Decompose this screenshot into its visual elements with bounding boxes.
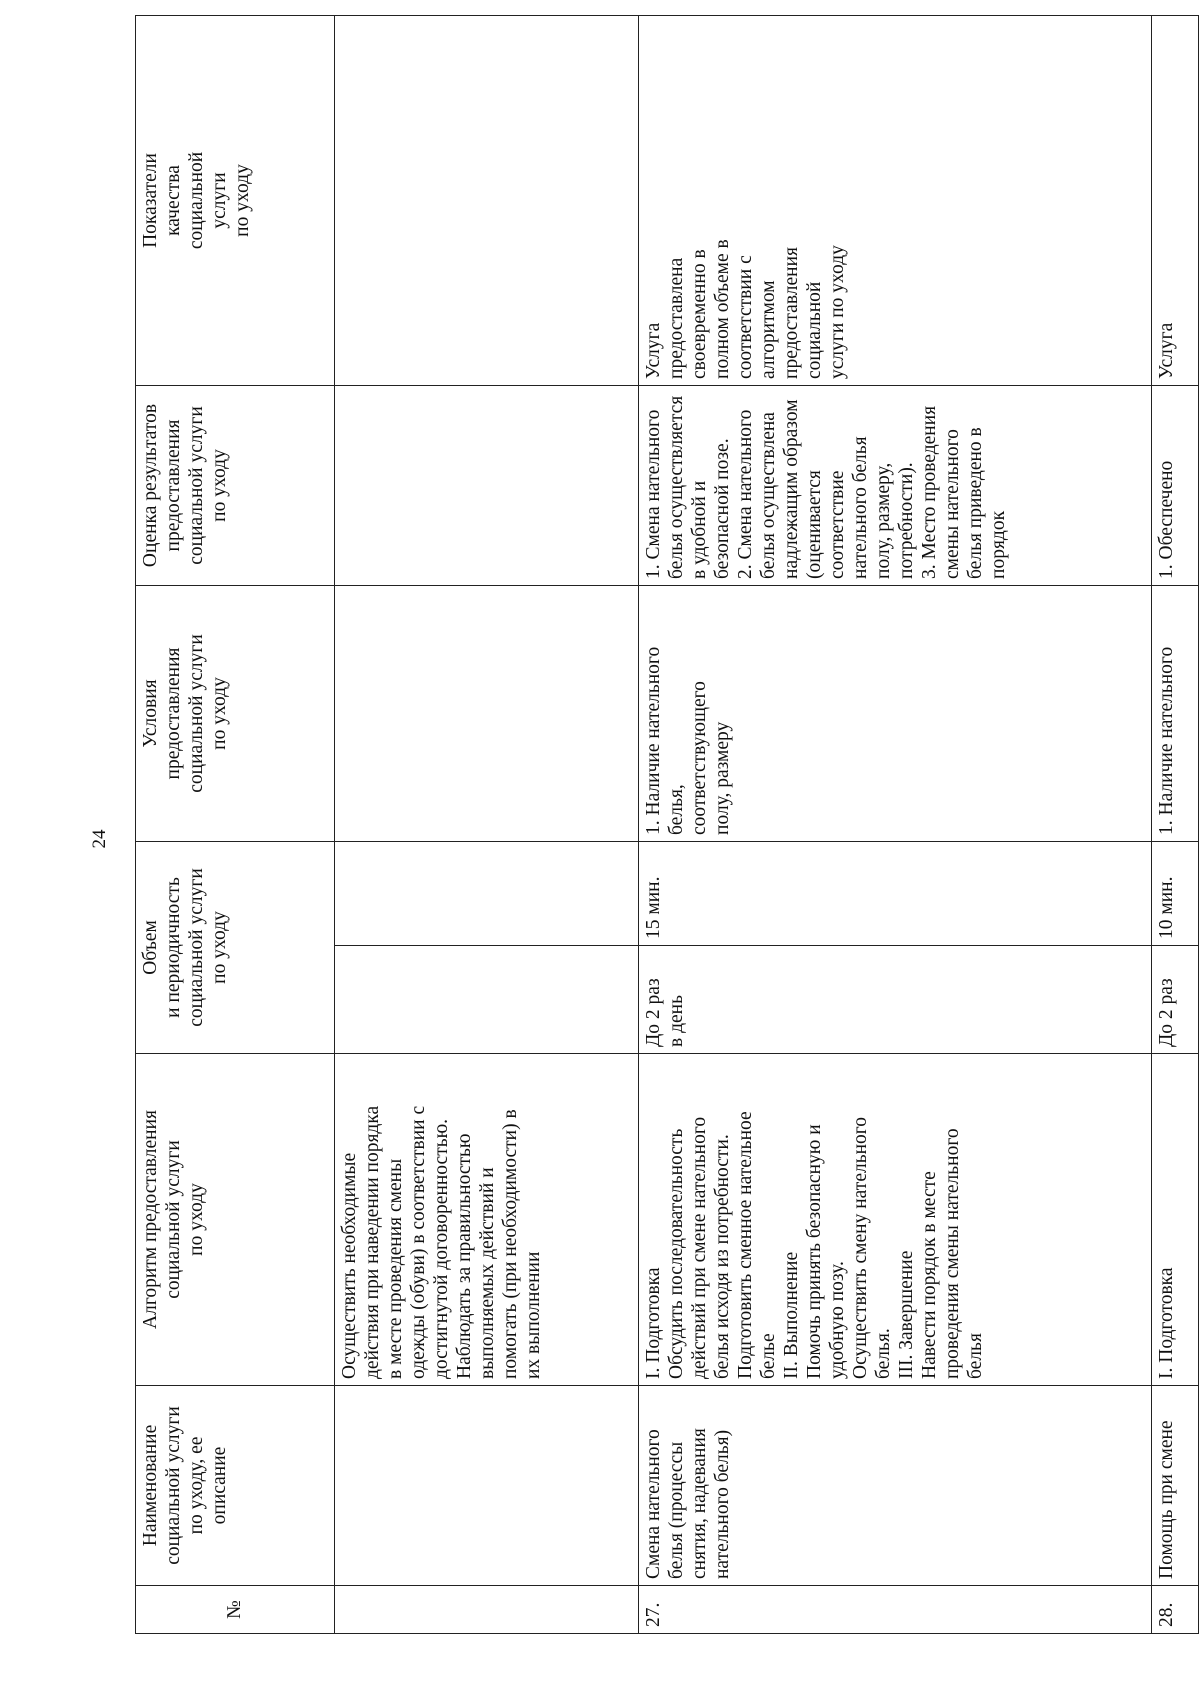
- header-num: №: [136, 1586, 335, 1634]
- header-evaluation: Оценка результатов предоставления социальной услуги по уходу: [136, 385, 335, 585]
- row-frequency: [334, 946, 638, 1054]
- row-quality: [334, 15, 638, 385]
- row-evaluation: 1. Обеспечено: [1151, 385, 1198, 585]
- row-duration: [334, 841, 638, 945]
- row-conditions: [334, 585, 638, 841]
- table-row: [334, 15, 638, 1633]
- header-volume: Объем и периодичность социальной услуги по уходу: [136, 841, 335, 1053]
- row-duration: 10 мин.: [1151, 841, 1198, 945]
- header-name: Наименование социальной услуги по уходу, ее описание: [136, 1386, 335, 1586]
- table-row: [1151, 15, 1198, 1633]
- header-algorithm: Алгоритм предоставления социальной услуги по уходу: [136, 1054, 335, 1386]
- row-algorithm: Осуществить необходимые действия при наведении порядка в месте проведения смены одежды (обуви) в соответствии с достигнутой договоренностью. Наблюдать за правильностью выполняемых действий и помогать (при необходимости) в их выполнении: [334, 1054, 638, 1386]
- social-services-table: [135, 15, 1199, 1634]
- header-conditions: Условия предоставления социальной услуги по уходу: [136, 585, 335, 841]
- table-row: [638, 15, 1151, 1633]
- row-quality: Услуга предоставлена своевременно в полном объеме в соответствии с алгоритмом предоставления социальной услуги по уходу: [638, 15, 1151, 385]
- row-quality: Услуга: [1151, 15, 1198, 385]
- row-evaluation: 1. Смена нательного белья осуществляется в удобной и безопасной позе. 2. Смена нательного белья осуществлена надлежащим образом (оценивается соответствие нательного белья полу, размеру, потребности). 3. Место проведения смены нательного белья приведено в порядок: [638, 385, 1151, 585]
- row-conditions: 1. Наличие нательного белья, соответствующего полу, размеру: [638, 585, 1151, 841]
- row-frequency: До 2 раз: [1151, 946, 1198, 1054]
- row-duration: 15 мин.: [638, 841, 1151, 945]
- row-num: 27.: [638, 1586, 1151, 1634]
- row-name: [334, 1386, 638, 1586]
- row-frequency: До 2 раз в день: [638, 946, 1151, 1054]
- row-name: Смена нательного белья (процессы снятия, надевания нательного белья): [638, 1386, 1151, 1586]
- row-evaluation: [334, 385, 638, 585]
- row-num: 28.: [1151, 1586, 1198, 1634]
- row-algorithm: I. Подготовка: [1151, 1054, 1198, 1386]
- row-name: Помощь при смене: [1151, 1386, 1198, 1586]
- row-num: [334, 1586, 638, 1634]
- row-conditions: 1. Наличие нательного: [1151, 585, 1198, 841]
- rotated-page-content: [135, 16, 1199, 1634]
- table-header-row: [136, 15, 335, 1633]
- row-algorithm: I. Подготовка Обсудить последовательность действий при смене нательного белья исходя из потребности. Подготовить сменное нательное белье II. Выполнение Помочь принять безопасную и удобную позу. Осуществить смену нательного белья. III. Завершение Навести порядок в месте проведения смены нательного белья: [638, 1054, 1151, 1386]
- page-number: 24: [89, 829, 110, 849]
- header-quality: Показатели качества социальной услуги по уходу: [136, 15, 335, 385]
